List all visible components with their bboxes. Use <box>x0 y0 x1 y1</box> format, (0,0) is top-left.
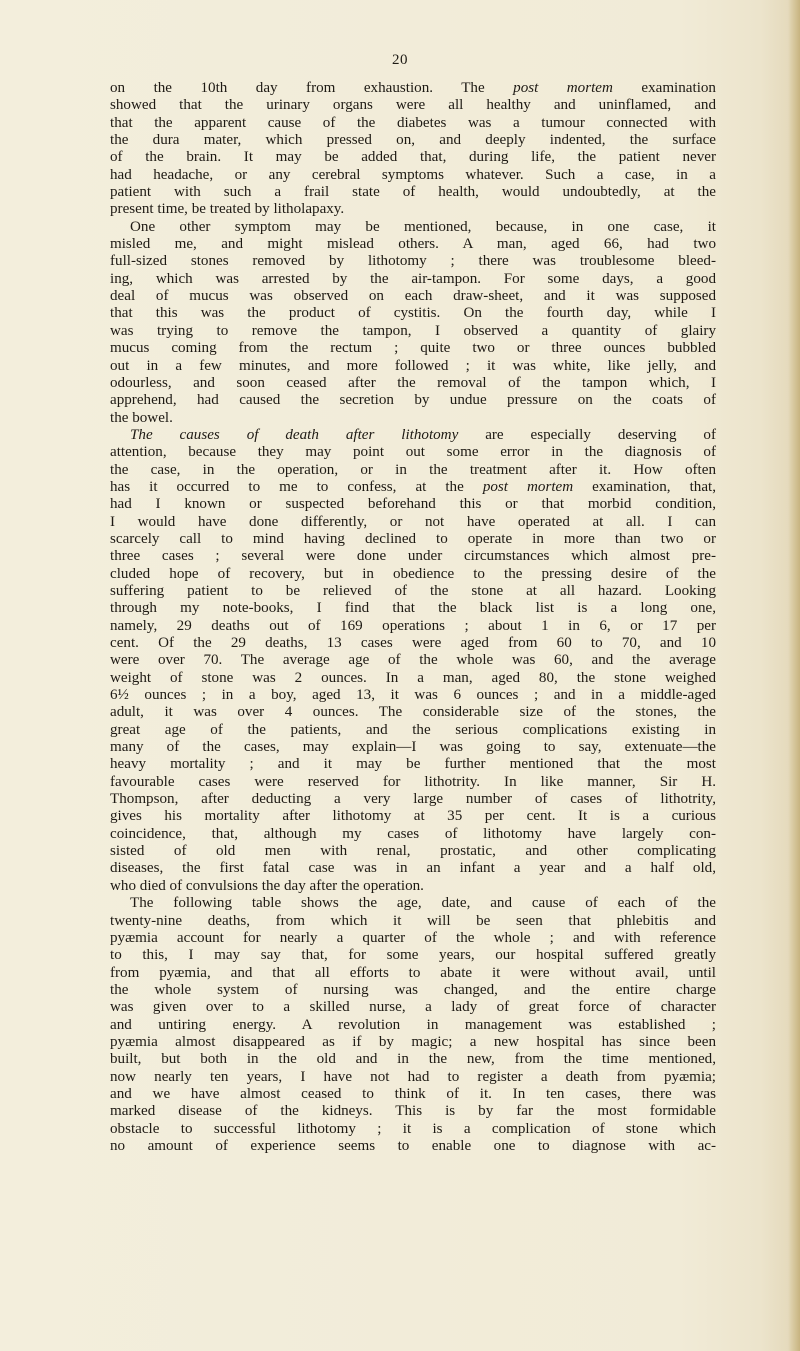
text-line: present time, be treated by litholapaxy. <box>110 201 345 218</box>
text-line: who died of convulsions the day after the operation. <box>110 877 424 894</box>
text-line: built, but both in the old and in the new, from the time mentioned, <box>110 1051 716 1068</box>
text-line: cent. Of the 29 deaths, 13 cases were aged from 60 to 70, and 10 <box>110 635 716 651</box>
text-line: marked disease of the kidneys. This is by far the most formidable <box>110 1103 716 1120</box>
text-line: favourable cases were reserved for lithotrity. In like manner, Sir H. <box>110 773 716 790</box>
text-line: on the 10th day from exhaustion. The post mortem examination <box>110 80 716 96</box>
text-line: The causes of death after lithotomy are especially deserving of <box>130 426 716 443</box>
text-line: and we have almost ceased to think of it. In ten cases, there was <box>110 1085 716 1102</box>
text-line: 6½ ounces ; in a boy, aged 13, it was 6 ounces ; and in a middle-aged <box>110 687 716 704</box>
text-line: sisted of old men with renal, prostatic, and other complicating <box>110 843 716 860</box>
text-line: now nearly ten years, I have not had to register a death from pyæmia; <box>110 1068 716 1085</box>
text-line: were over 70. The average age of the whole was 60, and the average <box>110 652 716 669</box>
text-line: twenty-nine deaths, from which it will be seen that phlebitis and <box>110 912 716 929</box>
body-text <box>110 80 716 1155</box>
text-line: Thompson, after deducting a very large number of cases of lithotrity, <box>110 791 716 808</box>
text-line: weight of stone was 2 ounces. In a man, aged 80, the stone weighed <box>110 669 716 686</box>
text-line: the bowel. <box>110 409 173 426</box>
text-line: three cases ; several were done under circumstances which almost pre- <box>110 548 716 565</box>
text-line: deal of mucus was observed on each draw-sheet, and it was supposed <box>110 288 716 305</box>
text-line: I would have done differently, or not have operated at all. I can <box>110 513 716 530</box>
text-line: diseases, the first fatal case was in an infant a year and a half old, <box>110 860 716 877</box>
text-line: coincidence, that, although my cases of lithotomy have largely con- <box>110 825 716 842</box>
text-line: namely, 29 deaths out of 169 operations ; about 1 in 6, or 17 per <box>110 617 716 634</box>
text-line: and untiring energy. A revolution in management was established ; <box>110 1016 716 1033</box>
text-line: that the apparent cause of the diabetes was a tumour connected with <box>110 114 716 131</box>
page-edge-shadow <box>788 0 800 1351</box>
text-line: patient with such a frail state of health, would undoubtedly, at the <box>110 184 716 201</box>
text-line: mucus coming from the rectum ; quite two or three ounces bubbled <box>110 340 716 357</box>
text-line: pyæmia account for nearly a quarter of the whole ; and with reference <box>110 929 716 946</box>
text-line: suffering patient to be relieved of the stone at all hazard. Looking <box>110 582 716 599</box>
text-line: pyæmia almost disappeared as if by magic; a new hospital has since been <box>110 1033 716 1050</box>
text-line: scarcely call to mind having declined to operate in more than two or <box>110 530 716 547</box>
text-line: from pyæmia, and that all efforts to abate it were without avail, until <box>110 964 716 981</box>
text-line: great age of the patients, and the serious complications existing in <box>110 721 716 738</box>
text-line: gives his mortality after lithotomy at 35 per cent. It is a curious <box>110 808 716 825</box>
text-line: through my note-books, I find that the black list is a long one, <box>110 600 716 617</box>
page-number: 20 <box>392 52 408 68</box>
text-line: obstacle to successful lithotomy ; it is a complication of stone which <box>110 1120 716 1137</box>
text-line: no amount of experience seems to enable one to diagnose with ac- <box>110 1137 716 1154</box>
text-line: showed that the urinary organs were all healthy and uninflamed, and <box>110 97 716 114</box>
text-line: many of the cases, may explain—I was going to say, extenuate—the <box>110 739 716 756</box>
text-line: had headache, or any cerebral symptoms whatever. Such a case, in a <box>110 166 716 183</box>
text-line: ing, which was arrested by the air-tampon. For some days, a good <box>110 270 716 287</box>
text-line: misled me, and might mislead others. A man, aged 66, had two <box>110 236 716 253</box>
text-line: cluded hope of recovery, but in obedience to the pressing desire of the <box>110 565 716 582</box>
text-line: of the brain. It may be added that, during life, the patient never <box>110 149 716 166</box>
text-line: was trying to remove the tampon, I observed a quantity of glairy <box>110 322 716 339</box>
text-line: odourless, and soon ceased after the removal of the tampon which, I <box>110 374 716 391</box>
text-line: One other symptom may be mentioned, because, in one case, it <box>130 218 716 235</box>
text-line: had I known or suspected beforehand this or that morbid condition, <box>110 496 716 513</box>
text-line: apprehend, had caused the secretion by undue pressure on the coats of <box>110 392 716 409</box>
text-line: the whole system of nursing was changed, and the entire charge <box>110 981 716 998</box>
text-line: the case, in the operation, or in the treatment after it. How often <box>110 461 716 478</box>
text-line: has it occurred to me to confess, at the post mortem examination, that, <box>110 478 716 495</box>
text-line: out in a few minutes, and more followed ; it was white, like jelly, and <box>110 357 716 374</box>
text-line: adult, it was over 4 ounces. The considerable size of the stones, the <box>110 704 716 721</box>
text-line: to this, I may say that, for some years, our hospital suffered greatly <box>110 947 716 964</box>
text-line: the dura mater, which pressed on, and deeply indented, the surface <box>110 132 716 149</box>
text-line: attention, because they may point out some error in the diagnosis of <box>110 444 716 461</box>
text-line: The following table shows the age, date, and cause of each of the <box>130 895 716 912</box>
text-line: heavy mortality ; and it may be further mentioned that the most <box>110 756 716 773</box>
text-line: that this was the product of cystitis. On the fourth day, while I <box>110 305 716 322</box>
text-line: full-sized stones removed by lithotomy ; there was troublesome bleed- <box>110 253 716 270</box>
text-line: was given over to a skilled nurse, a lady of great force of character <box>110 999 716 1016</box>
